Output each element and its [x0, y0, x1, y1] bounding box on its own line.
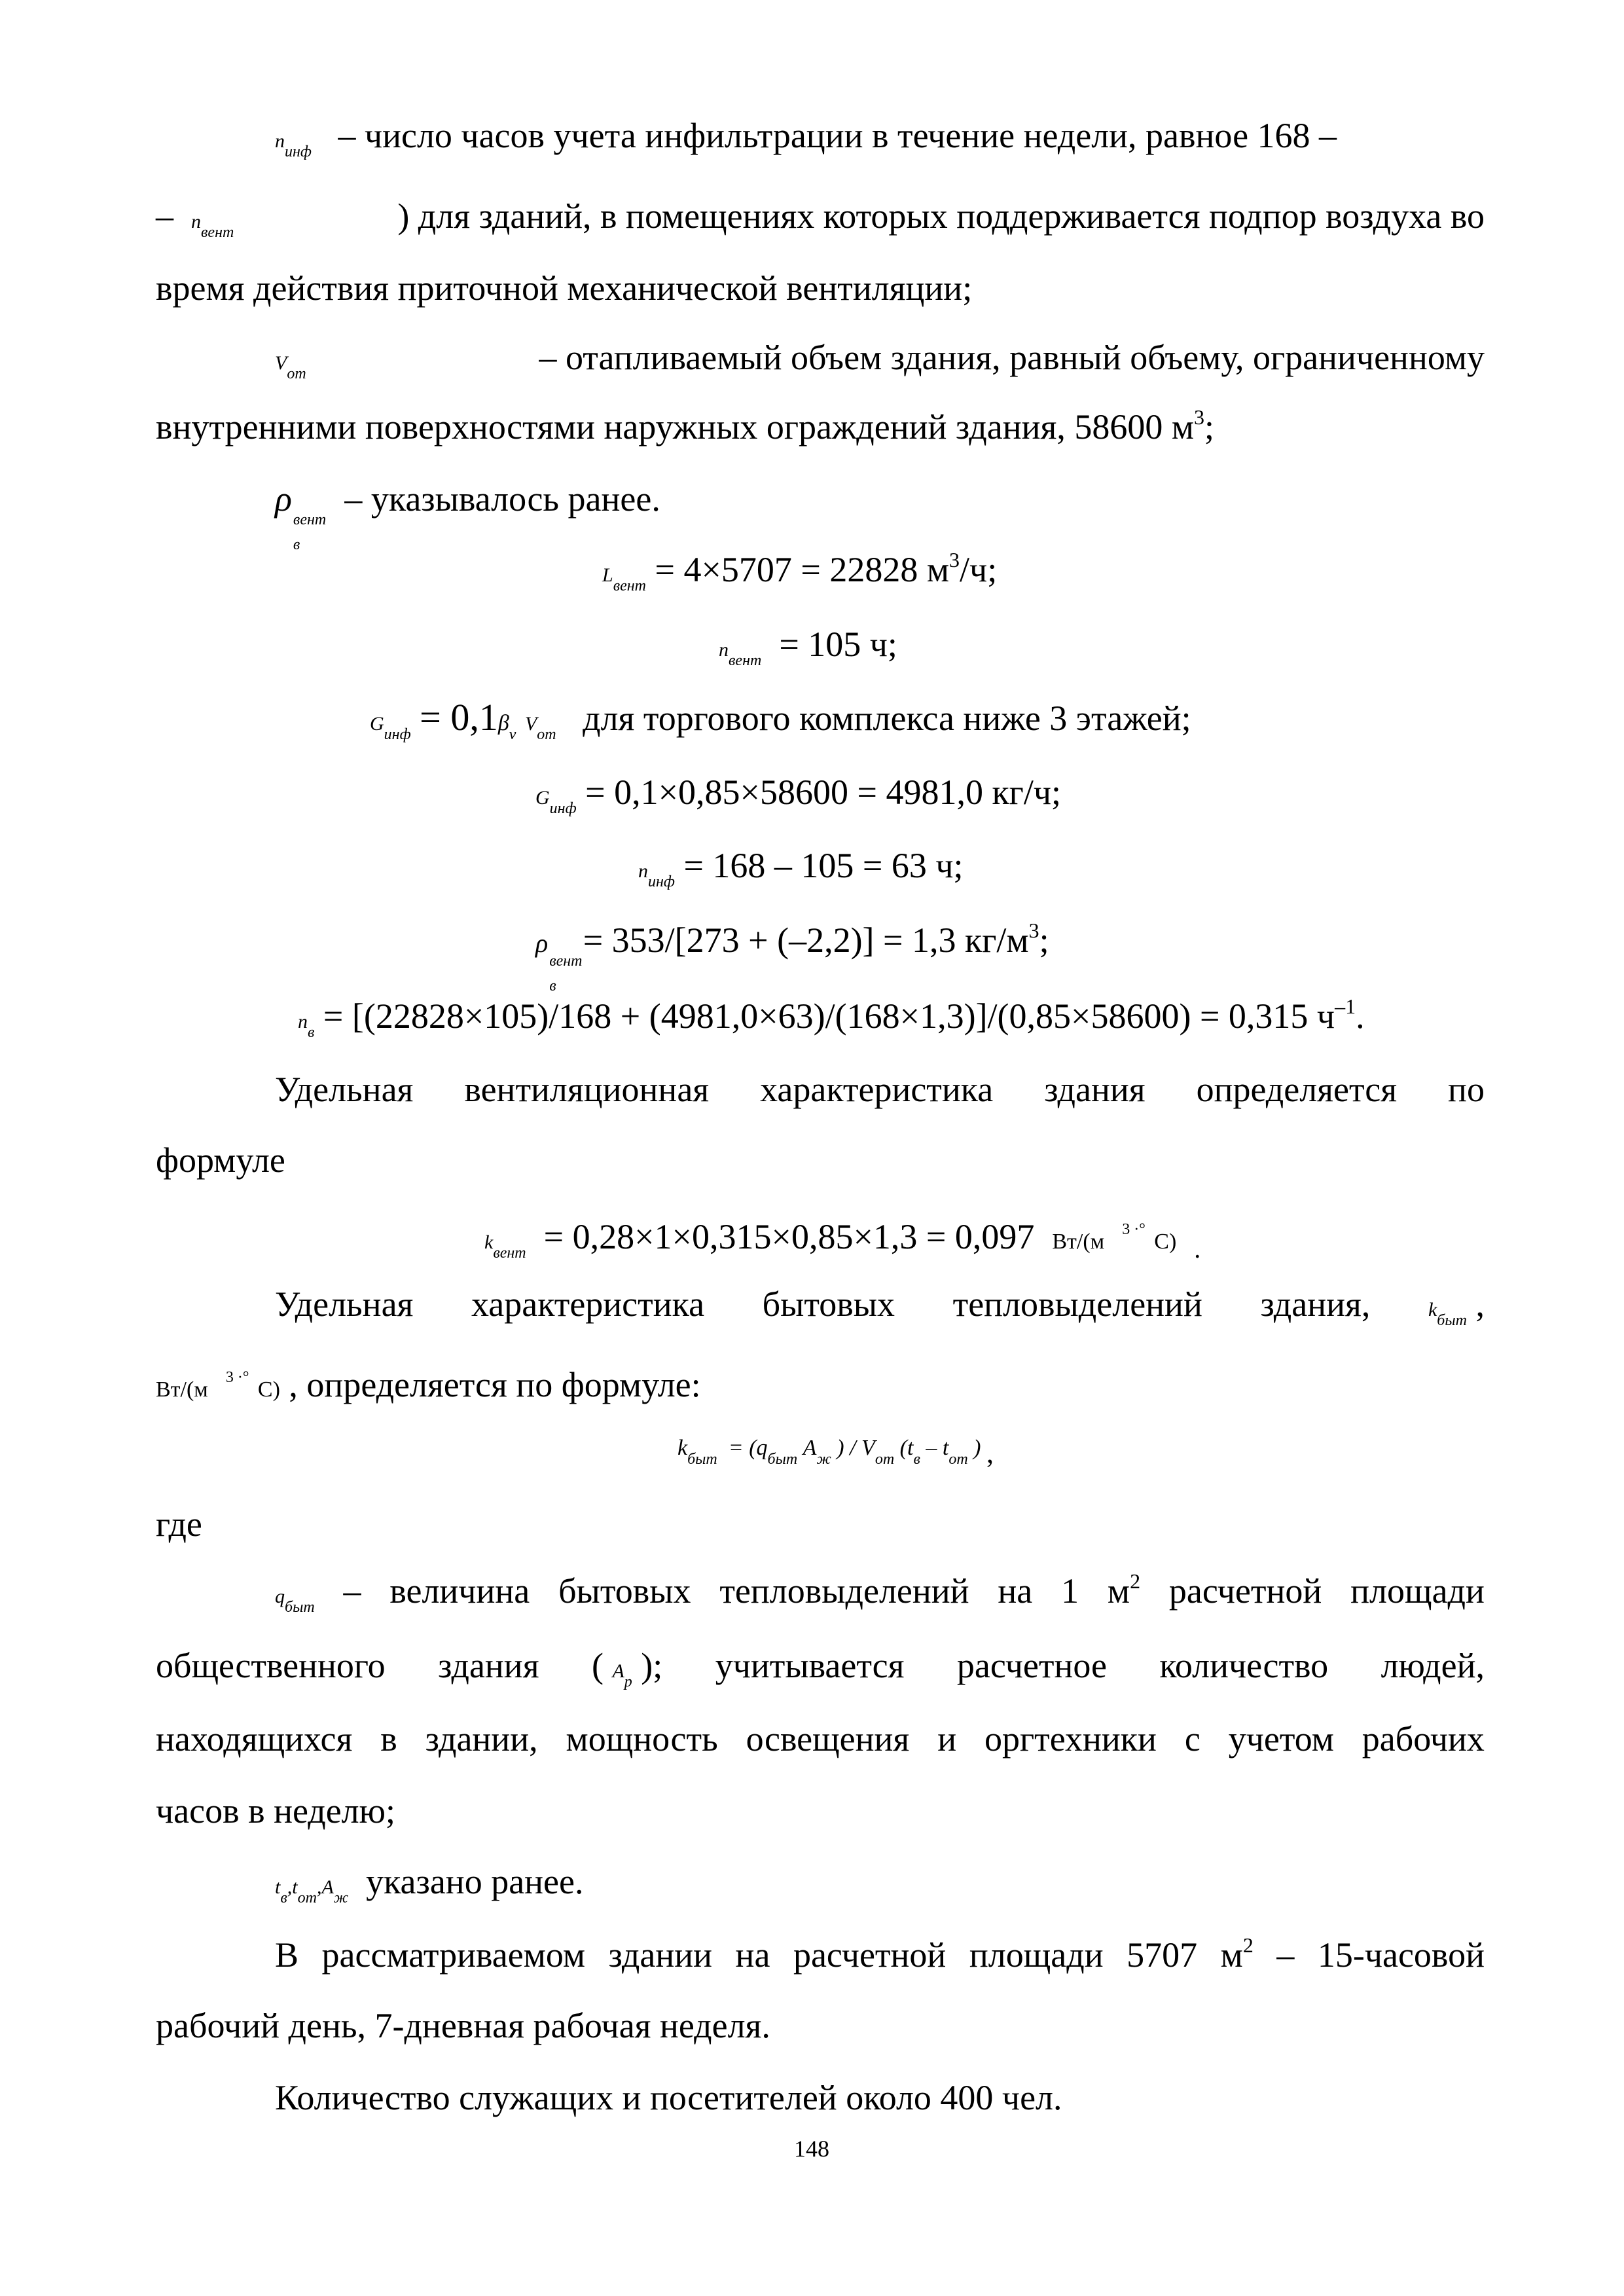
para-visitors: Количество служащих и посетителей около 400 чел.: [275, 2078, 1062, 2117]
formula-g-inf-value: $G_{инф} = 0,1\times 0,85\times 58600 = 4981,0$ кг/ч;: [535, 773, 1061, 817]
formula-l-vent: $L_{вент} = 4\times 5707 = 22828$ $м^3/ч$;: [602, 548, 998, 594]
formula-n-v: $n_в = [(22828\times 105)/168 + (4981,0\times 63)/(168\times 1,3)]/(0,85\times 58600) = 0,315$ $ч^{-1}$.: [298, 994, 1365, 1041]
para-formula-word: формуле: [156, 1140, 285, 1180]
line-vent-pressure: – $n_{вент}$ ) для зданий, в помещениях которых поддерживается подпор воздуха во: [156, 196, 1485, 241]
line-inner-surfaces: внутренними поверхностями наружных ограждений здания, 58600 $м^3$;: [156, 405, 1215, 446]
para-vent-characteristic: Удельная вентиляционная характеристика здания определяется по: [275, 1070, 1485, 1109]
formula-n-vent: $n_{вент} = 105$ ч;: [719, 625, 897, 669]
page-number: 148: [794, 2136, 829, 2162]
para-work-week: рабочий день, 7-дневная рабочая неделя.: [156, 2006, 770, 2045]
formula-rho: ρ в вент = 353/[273 + (–2,2)] = 1,3 $кг/м^3$;: [535, 919, 1049, 994]
line-volume: $V_{от}$ – отапливаемый объем здания, равный объему, ограниченному: [275, 338, 1485, 382]
para-building-area: В рассматриваемом здании на расчетной площади 5707 $м^2$ – 15-часовой: [275, 1933, 1485, 1975]
formula-n-inf: $n_{инф} = 168 - 105 = 63$ ч;: [638, 846, 964, 890]
para-public-building: общественного здания ( $A_р$ ); учитывается расчетное количество людей,: [156, 1646, 1485, 1690]
para-household-heat: Удельная характеристика бытовых тепловыделений здания, $k_{быт}$ ,: [275, 1285, 1485, 1329]
line-n-inf: $n_{инф}$ – число часов учета инфильтрации в течение недели, равное 168 –: [275, 116, 1337, 160]
para-unit-formula: Вт/(м $^{3 \cdot^\circ}$ С) , определяется по формуле:: [156, 1365, 701, 1404]
para-q-byt: $q_{быт}$ – величина бытовых тепловыделений на 1 $м^2$ расчетной площади: [275, 1569, 1485, 1616]
formula-k-vent: $k_{вент} = 0,28\times 1\times 0,315\times 0,85\times 1,3 = 0,097$ Вт/(м $^{3 \cdot^\circ}$ С) $_.$: [484, 1217, 1201, 1264]
para-hours-week: часов в неделю;: [156, 1791, 395, 1831]
line-rho-prev: ρ в вент – указывалось ранее.: [275, 479, 660, 553]
formula-k-byt: $k_{быт} = (q_{быт}$ $A_ж$ ) / $V_{от}$ ($t_в - t_{от}$ ) ,: [677, 1436, 994, 1469]
formula-g-inf: $G_{инф} = 0,1\beta_v$ $V_{от}$ для торгового комплекса ниже 3 этажей;: [370, 696, 1191, 743]
line-supply-vent: время действия приточной механической вентиляции;: [156, 268, 973, 308]
word-where: где: [156, 1504, 202, 1544]
para-t-v-t-ot: $t_в,t_{от},A_ж$ указано ранее.: [275, 1862, 584, 1906]
para-lighting: находящихся в здании, мощность освещения и оргтехники с учетом рабочих: [156, 1719, 1485, 1758]
